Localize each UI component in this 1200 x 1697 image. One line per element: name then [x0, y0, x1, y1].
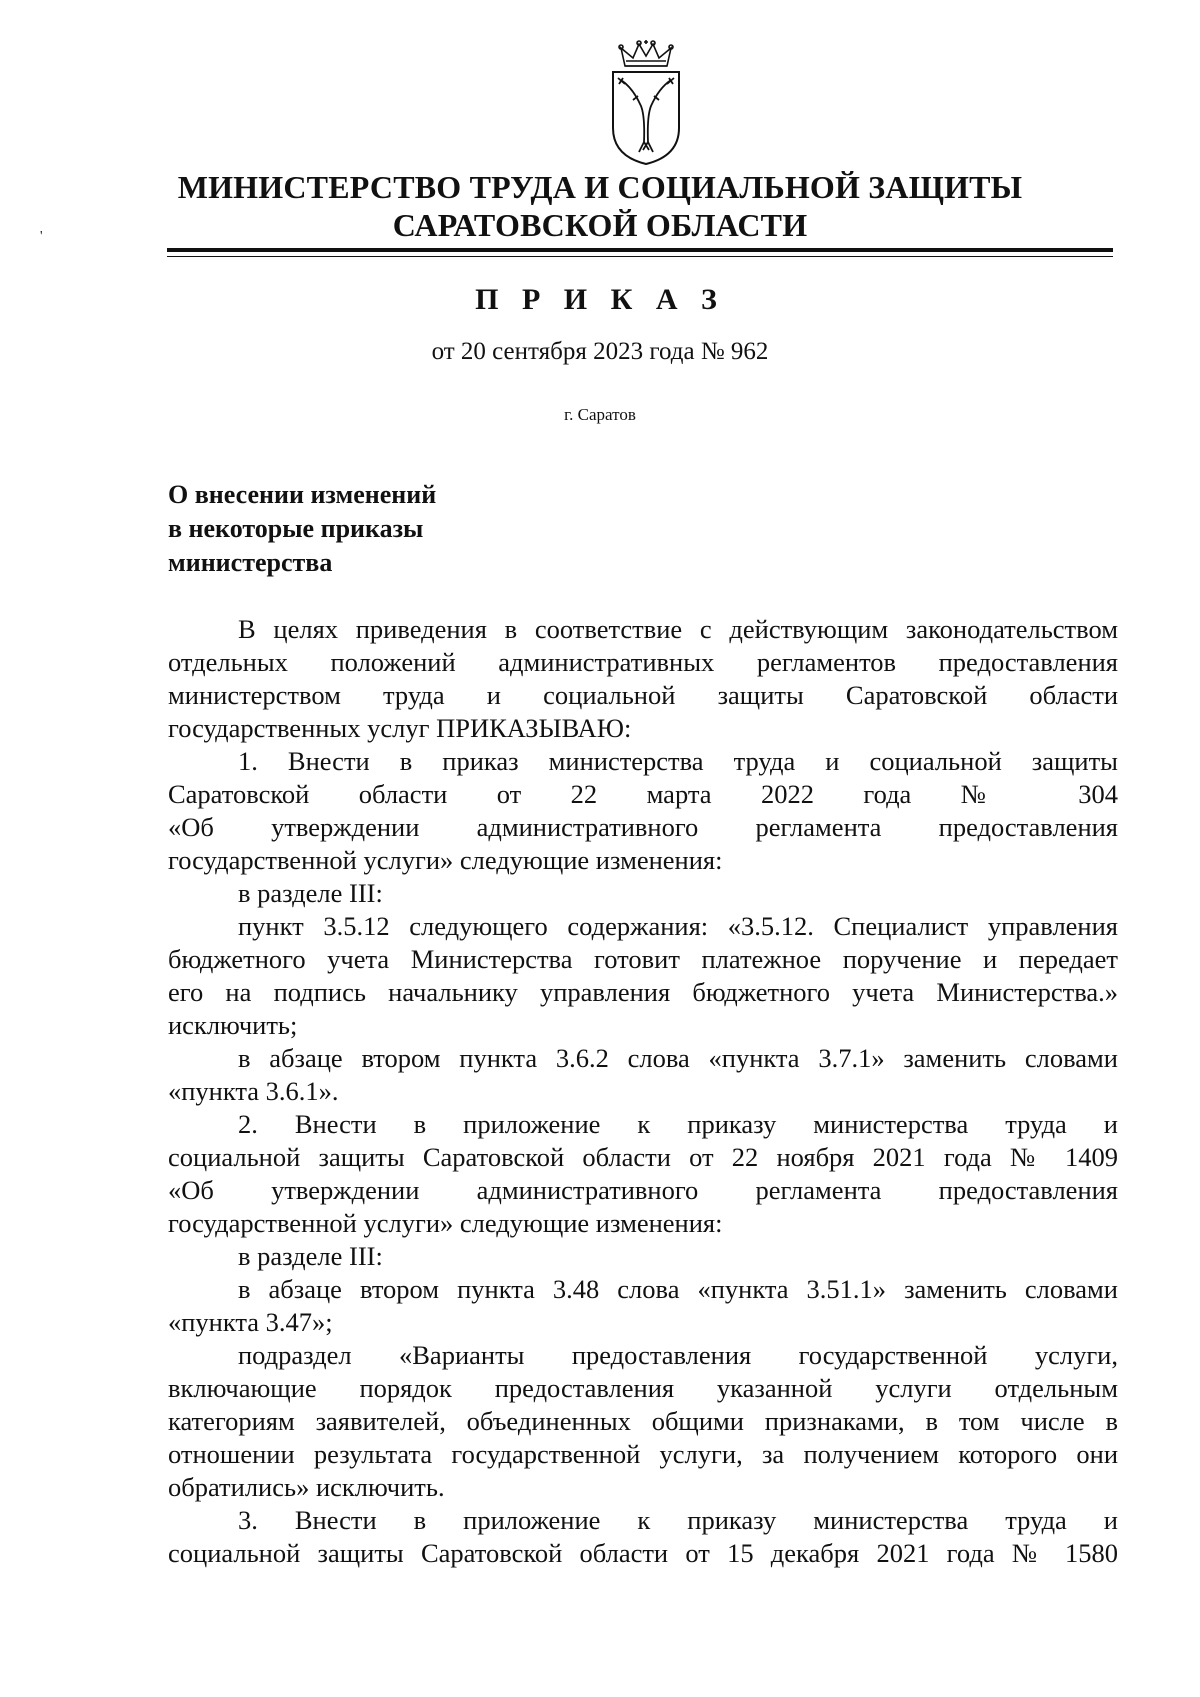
body-line: государственной услуги» следующие изменения:: [168, 1208, 723, 1238]
body-line: бюджетного учета Министерства готовит платежное поручение и передает: [168, 944, 1118, 974]
body-line: Саратовской области от 22 марта 2022 года № 304: [168, 779, 1118, 809]
header-rule-thin: [167, 256, 1113, 257]
body-line: социальной защиты Саратовской области от 15 декабря 2021 года № 1580: [168, 1538, 1118, 1568]
header-rule-thick: [167, 248, 1113, 252]
body-line: его на подпись начальнику управления бюджетного учета Министерства.»: [168, 977, 1118, 1007]
ministry-name: [150, 168, 1050, 244]
body-line: «пункта 3.47»;: [168, 1307, 333, 1337]
scan-mark: ': [40, 229, 43, 244]
ministry-name-line2: САРАТОВСКОЙ ОБЛАСТИ: [392, 207, 808, 243]
document-subject: [168, 478, 436, 580]
body-line: отдельных положений административных регламентов предоставления: [168, 647, 1118, 677]
body-line: в разделе III:: [238, 1241, 383, 1271]
body-line: «Об утверждении административного регламента предоставления: [168, 1175, 1118, 1205]
body-line: в абзаце втором пункта 3.48 слова «пункта 3.51.1» заменить словами: [238, 1274, 1118, 1304]
ministry-name-line1: МИНИСТЕРСТВО ТРУДА И СОЦИАЛЬНОЙ ЗАЩИТЫ: [177, 169, 1023, 205]
body-line: в разделе III:: [238, 878, 383, 908]
body-line: отношении результата государственной услуги, за получением которого они: [168, 1439, 1118, 1469]
document-date-number: от 20 сентября 2023 года № 962: [431, 338, 769, 365]
body-line: обратились» исключить.: [168, 1472, 445, 1502]
body-line: 2. Внести в приложение к приказу министерства труда и: [238, 1109, 1118, 1139]
body-line: категориям заявителей, объединенных общими признаками, в том числе в: [168, 1406, 1118, 1436]
subject-line: О внесении изменений: [168, 480, 437, 509]
document-city: г. Саратов: [564, 405, 636, 424]
body-line: социальной защиты Саратовской области от 22 ноября 2021 года № 1409: [168, 1142, 1118, 1172]
document-type: П Р И К А З: [475, 283, 725, 316]
body-line: 1. Внести в приказ министерства труда и социальной защиты: [238, 746, 1118, 776]
subject-line: министерства: [168, 548, 333, 577]
body-line: пункт 3.5.12 следующего содержания: «3.5.12. Специалист управления: [238, 911, 1118, 941]
body-line: подраздел «Варианты предоставления государственной услуги,: [238, 1340, 1118, 1370]
body-line: государственной услуги» следующие изменения:: [168, 845, 723, 875]
body-line: в абзаце втором пункта 3.6.2 слова «пункта 3.7.1» заменить словами: [238, 1043, 1118, 1073]
coat-of-arms-icon: [603, 40, 689, 166]
document-body: [168, 613, 1118, 1570]
subject-line: в некоторые приказы: [168, 514, 424, 543]
body-line: 3. Внести в приложение к приказу министерства труда и: [238, 1505, 1118, 1535]
body-line: «пункта 3.6.1».: [168, 1076, 339, 1106]
body-line: государственных услуг ПРИКАЗЫВАЮ:: [168, 713, 632, 743]
body-line: министерством труда и социальной защиты Саратовской области: [168, 680, 1118, 710]
body-line: исключить;: [168, 1010, 298, 1040]
body-line: В целях приведения в соответствие с действующим законодательством: [238, 614, 1118, 644]
body-line: включающие порядок предоставления указанной услуги отдельным: [168, 1373, 1118, 1403]
body-line: «Об утверждении административного регламента предоставления: [168, 812, 1118, 842]
